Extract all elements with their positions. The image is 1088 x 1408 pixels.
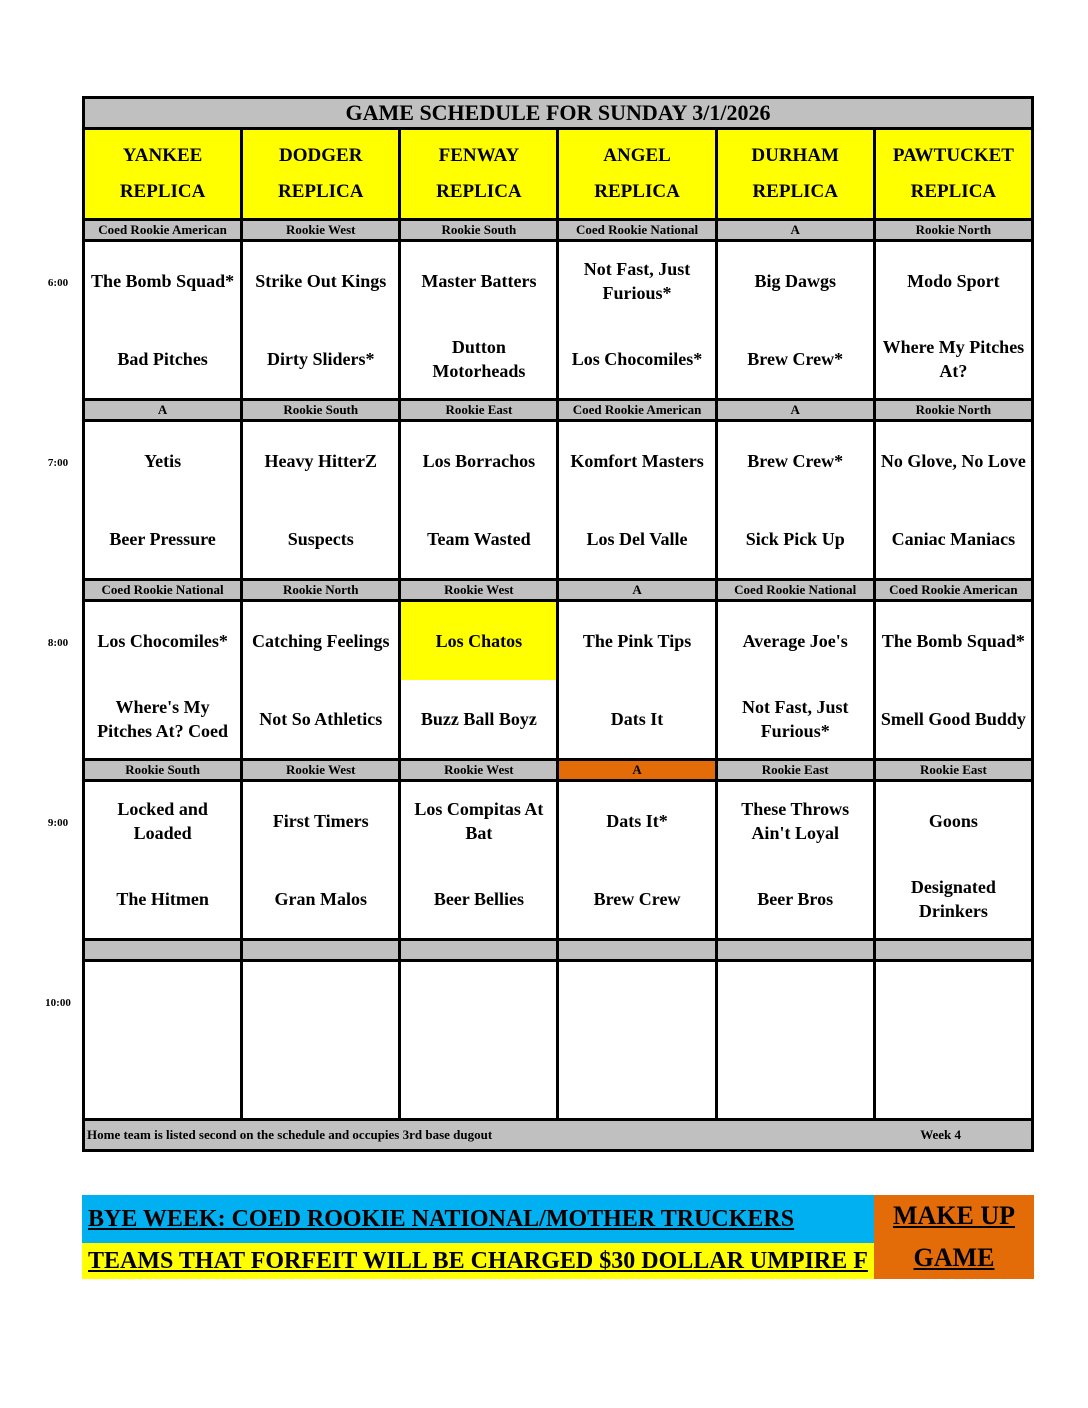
forfeit-notice: TEAMS THAT FORFEIT WILL BE CHARGED $30 DOLLAR UMPIRE F [82, 1243, 874, 1279]
game-cell [400, 421, 558, 580]
home-team: Dats It [610, 709, 664, 729]
home-team [718, 1040, 873, 1118]
division-row [84, 580, 1033, 601]
home-team: Suspects [287, 529, 354, 549]
division-label: Coed Rookie American [84, 220, 242, 241]
away-team: Strike Out Kings [255, 271, 387, 291]
game-cell [242, 961, 400, 1120]
matchup [876, 242, 1031, 398]
field-header [716, 129, 874, 220]
division-label: Rookie West [242, 760, 400, 781]
division-label: Rookie East [400, 400, 558, 421]
matchup [718, 242, 873, 398]
division-row [84, 220, 1033, 241]
home-team: Team Wasted [427, 529, 531, 549]
division-label: Rookie East [716, 760, 874, 781]
page-title: GAME SCHEDULE FOR SUNDAY 3/1/2026 [84, 98, 1033, 129]
matchup [85, 422, 240, 578]
division-label: Rookie West [242, 220, 400, 241]
game-cell [242, 781, 400, 940]
division-label: A [84, 400, 242, 421]
away-team: The Pink Tips [582, 631, 692, 651]
away-team: Yetis [144, 451, 182, 471]
division-label: A [716, 220, 874, 241]
home-team-note: Home team is listed second on the schedule and occupies 3rd base dugout [87, 1127, 493, 1142]
game-cell [84, 241, 242, 400]
home-team: Where's My Pitches At? Coed [97, 697, 229, 741]
home-team: Smell Good Buddy [880, 709, 1026, 729]
away-team: Not Fast, Just Furious* [583, 259, 691, 303]
home-team: Beer Pressure [109, 529, 216, 549]
matchup [876, 782, 1031, 938]
game-cell [400, 601, 558, 760]
game-cell [242, 421, 400, 580]
home-team: Caniac Maniacs [891, 529, 1016, 549]
division-label: Rookie North [242, 580, 400, 601]
division-label: A [558, 760, 716, 781]
field-name: DURHAM [751, 145, 839, 166]
away-team [876, 962, 1031, 1040]
home-team [401, 1040, 556, 1118]
game-cell [874, 421, 1032, 580]
away-team [243, 962, 398, 1040]
field-sub: REPLICA [436, 181, 522, 202]
home-team: Dirty Sliders* [266, 349, 375, 369]
home-team: Buzz Ball Boyz [420, 709, 537, 729]
away-team: Komfort Masters [570, 451, 704, 471]
time-label: 9:00 [47, 816, 69, 829]
game-cell [716, 601, 874, 760]
away-team: Locked and Loaded [117, 799, 208, 843]
division-label: A [716, 400, 874, 421]
away-team: Los Compitas At Bat [414, 799, 544, 843]
game-cell [558, 601, 716, 760]
away-team [718, 962, 873, 1040]
game-cell [558, 241, 716, 400]
field-sub: REPLICA [119, 181, 206, 202]
away-team [401, 962, 556, 1040]
division-row [84, 400, 1033, 421]
away-team: Dats It* [606, 811, 668, 831]
field-sub: REPLICA [594, 181, 680, 202]
home-team: Designated Drinkers [910, 877, 996, 921]
field-sub: REPLICA [752, 181, 838, 202]
game-cell [400, 961, 558, 1120]
game-cell [558, 961, 716, 1120]
home-team: Sick Pick Up [745, 529, 845, 549]
home-team: Where My Pitches At? [882, 337, 1025, 381]
home-team [876, 1040, 1031, 1118]
matchup [85, 782, 240, 938]
footer-note-cell [84, 1120, 1033, 1151]
game-cell [874, 781, 1032, 940]
time-label: 10:00 [45, 996, 71, 1009]
away-team: First Timers [272, 811, 369, 831]
field-sub: REPLICA [277, 181, 364, 202]
game-row [84, 601, 1033, 760]
home-team: Not Fast, Just Furious* [741, 697, 849, 741]
matchup [401, 602, 556, 758]
field-name: DODGER [279, 145, 363, 166]
game-row [84, 961, 1033, 1120]
division-label: Rookie West [400, 760, 558, 781]
home-team: Brew Crew* [747, 349, 844, 369]
matchup [401, 422, 556, 578]
game-cell [874, 601, 1032, 760]
matchup [559, 242, 714, 398]
home-team [559, 1040, 714, 1118]
away-team: The Bomb Squad* [91, 271, 235, 291]
week-label: Week 4 [920, 1127, 961, 1142]
division-label [874, 940, 1032, 961]
division-label: Rookie East [874, 760, 1032, 781]
away-team: Los Borrachos [422, 451, 536, 471]
division-label: Rookie South [242, 400, 400, 421]
away-team: Master Batters [421, 271, 537, 291]
away-team: Modo Sport [907, 271, 1000, 291]
home-team: Dutton Motorheads [432, 337, 526, 381]
home-team: The Hitmen [116, 889, 209, 909]
game-cell [84, 601, 242, 760]
home-team: Los Del Valle [586, 529, 688, 549]
division-label: Coed Rookie National [716, 580, 874, 601]
matchup [243, 242, 398, 398]
away-team: These Throws Ain't Loyal [741, 799, 850, 843]
home-team: Beer Bros [757, 889, 834, 909]
bye-week-banner: BYE WEEK: COED ROOKIE NATIONAL/MOTHER TRUCKERS [82, 1195, 874, 1243]
matchup [876, 602, 1031, 758]
matchup [559, 782, 714, 938]
time-label: 8:00 [47, 636, 69, 649]
away-team: Big Dawgs [754, 271, 836, 291]
away-team: No Glove, No Love [880, 451, 1026, 471]
game-cell [874, 961, 1032, 1120]
division-label [242, 940, 400, 961]
division-label: A [558, 580, 716, 601]
matchup [401, 242, 556, 398]
matchup [718, 602, 873, 758]
game-cell [242, 241, 400, 400]
matchup [718, 422, 873, 578]
schedule-table [82, 96, 1034, 1152]
matchup [243, 782, 398, 938]
matchup [85, 602, 240, 758]
field-header [84, 129, 242, 220]
matchup [718, 782, 873, 938]
game-cell [242, 601, 400, 760]
makeup-line2: GAME [913, 1243, 995, 1272]
division-row [84, 760, 1033, 781]
game-cell [558, 421, 716, 580]
time-label: 7:00 [47, 456, 69, 469]
away-team: Los Chatos [401, 602, 556, 680]
matchup [401, 782, 556, 938]
division-label: Rookie South [400, 220, 558, 241]
division-label: Coed Rookie National [84, 580, 242, 601]
matchup [718, 962, 873, 1118]
matchup [559, 602, 714, 758]
field-name: ANGEL [603, 145, 671, 166]
makeup-game-box [874, 1195, 1034, 1279]
home-team: Los Chocomiles* [571, 349, 703, 369]
matchup [401, 962, 556, 1118]
makeup-line1: MAKE UP [892, 1201, 1016, 1230]
division-label [716, 940, 874, 961]
home-team: Beer Bellies [433, 889, 524, 909]
field-name: YANKEE [122, 145, 203, 166]
home-team: Bad Pitches [117, 349, 208, 369]
division-label: Rookie North [874, 220, 1032, 241]
home-team: Gran Malos [274, 889, 367, 909]
away-team [85, 962, 240, 1040]
division-label [400, 940, 558, 961]
matchup [243, 962, 398, 1118]
matchup [876, 962, 1031, 1118]
game-cell [84, 961, 242, 1120]
field-header [558, 129, 716, 220]
division-row [84, 940, 1033, 961]
game-cell [874, 241, 1032, 400]
game-cell [84, 781, 242, 940]
game-cell [400, 241, 558, 400]
game-row [84, 241, 1033, 400]
game-row [84, 781, 1033, 940]
home-team [243, 1040, 398, 1118]
division-label [84, 940, 242, 961]
game-cell [84, 421, 242, 580]
division-label: Coed Rookie American [874, 580, 1032, 601]
away-team: Average Joe's [742, 631, 848, 651]
division-label: Coed Rookie National [558, 220, 716, 241]
division-label: Rookie West [400, 580, 558, 601]
matchup [559, 962, 714, 1118]
away-team: Heavy HitterZ [264, 451, 377, 471]
game-cell [716, 781, 874, 940]
matchup [243, 602, 398, 758]
matchup [876, 422, 1031, 578]
game-cell [716, 241, 874, 400]
matchup [243, 422, 398, 578]
away-team: Los Chocomiles* [97, 631, 228, 651]
away-team: Goons [928, 811, 978, 831]
field-header [874, 129, 1032, 220]
game-cell [558, 781, 716, 940]
matchup [559, 422, 714, 578]
field-name: PAWTUCKET [892, 145, 1014, 166]
division-label [558, 940, 716, 961]
game-cell [400, 781, 558, 940]
matchup [85, 962, 240, 1118]
field-header-row [84, 129, 1033, 220]
footer-row [84, 1120, 1033, 1151]
game-cell [716, 961, 874, 1120]
field-name: FENWAY [438, 145, 520, 166]
away-team: Brew Crew* [747, 451, 844, 471]
field-header [242, 129, 400, 220]
home-team [85, 1040, 240, 1118]
division-label: Coed Rookie American [558, 400, 716, 421]
away-team: Catching Feelings [251, 631, 390, 651]
game-row [84, 421, 1033, 580]
home-team: Not So Athletics [259, 709, 383, 729]
home-team: Brew Crew [593, 889, 681, 909]
away-team: The Bomb Squad* [881, 631, 1025, 651]
division-label: Rookie North [874, 400, 1032, 421]
matchup [85, 242, 240, 398]
division-label: Rookie South [84, 760, 242, 781]
time-label: 6:00 [47, 276, 69, 289]
game-cell [716, 421, 874, 580]
away-team [559, 962, 714, 1040]
field-sub: REPLICA [910, 181, 997, 202]
field-header [400, 129, 558, 220]
